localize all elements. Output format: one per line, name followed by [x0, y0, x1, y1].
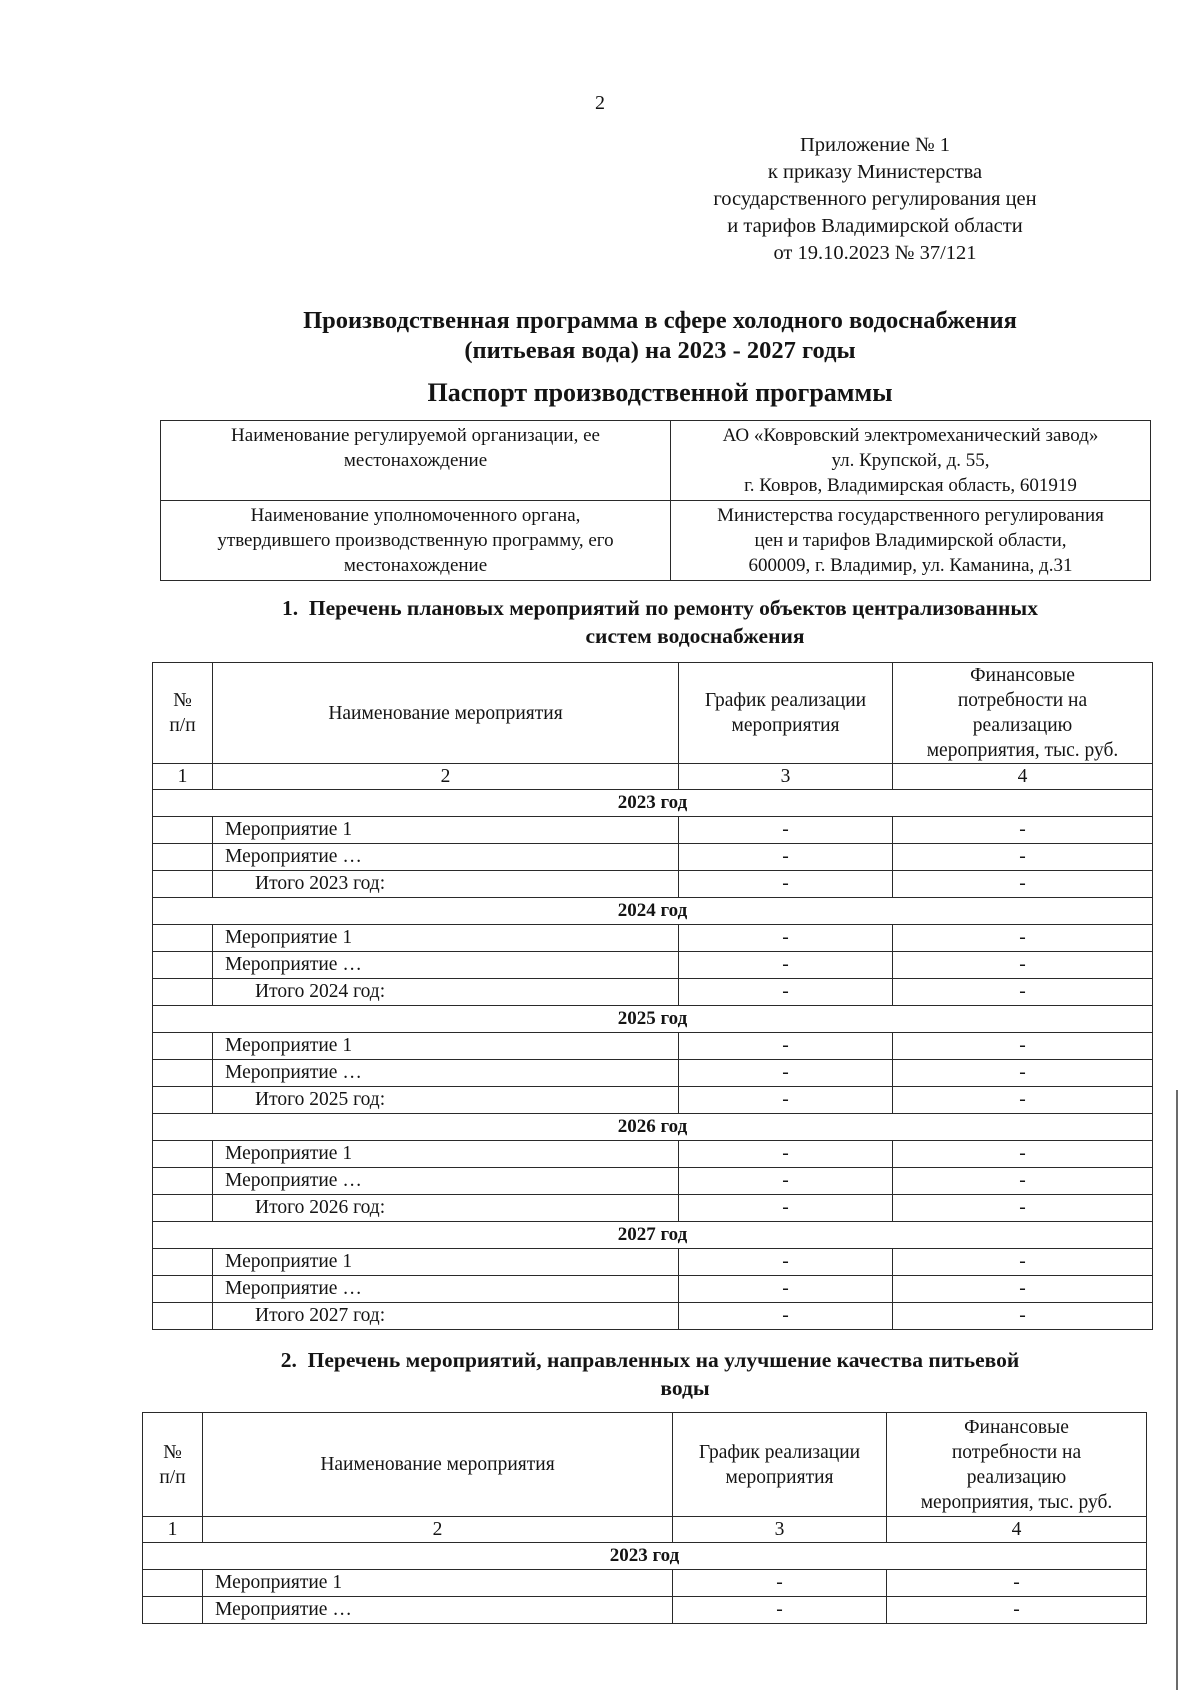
passport-value: АО «Ковровский электромеханический завод» ул. Крупской, д. 55, г. Ковров, Владимирская область, 601919: [671, 421, 1151, 501]
schedule-cell: -: [679, 1060, 893, 1087]
column-header-finance: Финансовые потребности на реализацию мероприятия, тыс. руб.: [893, 663, 1153, 764]
schedule-cell: -: [679, 1249, 893, 1276]
column-header-finance: Финансовые потребности на реализацию мероприятия, тыс. руб.: [887, 1413, 1147, 1517]
measure-name: Мероприятие 1: [213, 925, 679, 952]
schedule-cell: -: [679, 1195, 893, 1222]
total-row: [153, 1303, 1153, 1330]
schedule-cell: -: [673, 1570, 887, 1597]
column-index: 3: [673, 1517, 887, 1543]
year-row: [143, 1543, 1147, 1570]
column-header-name: Наименование мероприятия: [213, 663, 679, 764]
column-index: 2: [213, 764, 679, 790]
section-1-title: [160, 594, 1160, 650]
column-header-schedule: График реализации мероприятия: [679, 663, 893, 764]
column-index: 4: [887, 1517, 1147, 1543]
year-label: 2025 год: [153, 1006, 1153, 1033]
measure-name: Мероприятие …: [213, 1060, 679, 1087]
column-index: 1: [153, 764, 213, 790]
section-2-title: [150, 1346, 1150, 1402]
schedule-cell: -: [679, 844, 893, 871]
table-row: [153, 1276, 1153, 1303]
table-row: [153, 1141, 1153, 1168]
measure-name: Мероприятие 1: [213, 817, 679, 844]
section-number: 2.: [280, 1348, 297, 1372]
finance-cell: -: [893, 844, 1153, 871]
appendix-line: и тарифов Владимирской области: [727, 215, 1023, 237]
total-row: [153, 979, 1153, 1006]
section-number: 1.: [282, 596, 299, 620]
table-row: [153, 1168, 1153, 1195]
finance-cell: -: [893, 925, 1153, 952]
schedule-cell: -: [679, 1141, 893, 1168]
finance-cell: -: [893, 952, 1153, 979]
appendix-line: от 19.10.2023 № 37/121: [773, 242, 977, 264]
schedule-cell: -: [679, 979, 893, 1006]
document-title-line: (питьевая вода) на 2023 - 2027 годы: [464, 337, 856, 364]
total-label: Итого 2026 год:: [213, 1195, 679, 1222]
year-label: 2026 год: [153, 1114, 1153, 1141]
finance-cell: -: [893, 1249, 1153, 1276]
table-row: [153, 817, 1153, 844]
table-header-row: [143, 1413, 1147, 1517]
page-number: 2: [595, 92, 605, 114]
passport-label: Наименование уполномоченного органа, утвердившего производственную программу, его местонахождение: [161, 501, 671, 581]
finance-cell: -: [893, 1141, 1153, 1168]
passport-title: Паспорт производственной программы: [427, 378, 893, 407]
finance-cell: -: [893, 1168, 1153, 1195]
year-label: 2027 год: [153, 1222, 1153, 1249]
appendix-block: [640, 132, 1110, 267]
finance-cell: -: [893, 1087, 1153, 1114]
total-row: [153, 1195, 1153, 1222]
column-index-row: [143, 1517, 1147, 1543]
table-row: [153, 925, 1153, 952]
schedule-cell: -: [679, 1276, 893, 1303]
year-row: [153, 790, 1153, 817]
column-index: 1: [143, 1517, 203, 1543]
measure-name: Мероприятие …: [203, 1597, 673, 1624]
passport-table: [160, 420, 1151, 581]
appendix-line: государственного регулирования цен: [713, 188, 1037, 210]
total-label: Итого 2023 год:: [213, 871, 679, 898]
column-index: 3: [679, 764, 893, 790]
column-header-schedule: График реализации мероприятия: [673, 1413, 887, 1517]
year-row: [153, 1114, 1153, 1141]
total-label: Итого 2027 год:: [213, 1303, 679, 1330]
table-row: [143, 1570, 1147, 1597]
measure-name: Мероприятие …: [213, 952, 679, 979]
total-row: [153, 1087, 1153, 1114]
water-quality-measures-table: [142, 1412, 1147, 1624]
passport-value: Министерства государственного регулирования цен и тарифов Владимирской области, 600009, г. Владимир, ул. Каманина, д.31: [671, 501, 1151, 581]
year-label: 2023 год: [153, 790, 1153, 817]
year-label: 2023 год: [143, 1543, 1147, 1570]
finance-cell: -: [893, 1276, 1153, 1303]
table-row: [153, 844, 1153, 871]
table-row: [153, 1033, 1153, 1060]
schedule-cell: -: [679, 817, 893, 844]
finance-cell: -: [893, 1060, 1153, 1087]
finance-cell: -: [893, 979, 1153, 1006]
table-row: [153, 1249, 1153, 1276]
column-index: 4: [893, 764, 1153, 790]
schedule-cell: -: [679, 1087, 893, 1114]
schedule-cell: -: [679, 1303, 893, 1330]
schedule-cell: -: [679, 1168, 893, 1195]
scan-edge-line: [1176, 1090, 1178, 1690]
schedule-cell: -: [673, 1597, 887, 1624]
table-row: [153, 1060, 1153, 1087]
measure-name: Мероприятие 1: [213, 1033, 679, 1060]
column-index: 2: [203, 1517, 673, 1543]
column-header-name: Наименование мероприятия: [203, 1413, 673, 1517]
finance-cell: -: [893, 1033, 1153, 1060]
finance-cell: -: [887, 1570, 1147, 1597]
measure-name: Мероприятие 1: [213, 1249, 679, 1276]
schedule-cell: -: [679, 871, 893, 898]
year-row: [153, 1006, 1153, 1033]
finance-cell: -: [893, 1195, 1153, 1222]
column-index-row: [153, 764, 1153, 790]
total-label: Итого 2025 год:: [213, 1087, 679, 1114]
appendix-line: Приложение № 1: [799, 134, 951, 156]
measure-name: Мероприятие …: [213, 844, 679, 871]
finance-cell: -: [887, 1597, 1147, 1624]
measure-name: Мероприятие 1: [203, 1570, 673, 1597]
year-row: [153, 898, 1153, 925]
finance-cell: -: [893, 1303, 1153, 1330]
section-title-text: Перечень мероприятий, направленных на улучшение качества питьевой: [307, 1348, 1020, 1372]
measure-name: Мероприятие 1: [213, 1141, 679, 1168]
measure-name: Мероприятие …: [213, 1276, 679, 1303]
document-title: [150, 306, 1170, 366]
finance-cell: -: [893, 871, 1153, 898]
document-title-line: Производственная программа в сфере холодного водоснабжения: [303, 307, 1017, 334]
total-row: [153, 871, 1153, 898]
table-row: [153, 952, 1153, 979]
passport-label: Наименование регулируемой организации, ее местонахождение: [161, 421, 671, 501]
section-title-text: систем водоснабжения: [585, 624, 805, 648]
table-header-row: [153, 663, 1153, 764]
section-title-text: воды: [660, 1376, 710, 1400]
repair-measures-table: [152, 662, 1153, 1330]
measure-name: Мероприятие …: [213, 1168, 679, 1195]
table-row: [143, 1597, 1147, 1624]
passport-row: [161, 501, 1151, 581]
appendix-line: к приказу Министерства: [767, 161, 983, 183]
schedule-cell: -: [679, 1033, 893, 1060]
year-row: [153, 1222, 1153, 1249]
column-header-num: № п/п: [153, 663, 213, 764]
section-title-text: Перечень плановых мероприятий по ремонту объектов централизованных: [308, 596, 1038, 620]
year-label: 2024 год: [153, 898, 1153, 925]
schedule-cell: -: [679, 952, 893, 979]
finance-cell: -: [893, 817, 1153, 844]
column-header-num: № п/п: [143, 1413, 203, 1517]
total-label: Итого 2024 год:: [213, 979, 679, 1006]
schedule-cell: -: [679, 925, 893, 952]
passport-row: [161, 421, 1151, 501]
